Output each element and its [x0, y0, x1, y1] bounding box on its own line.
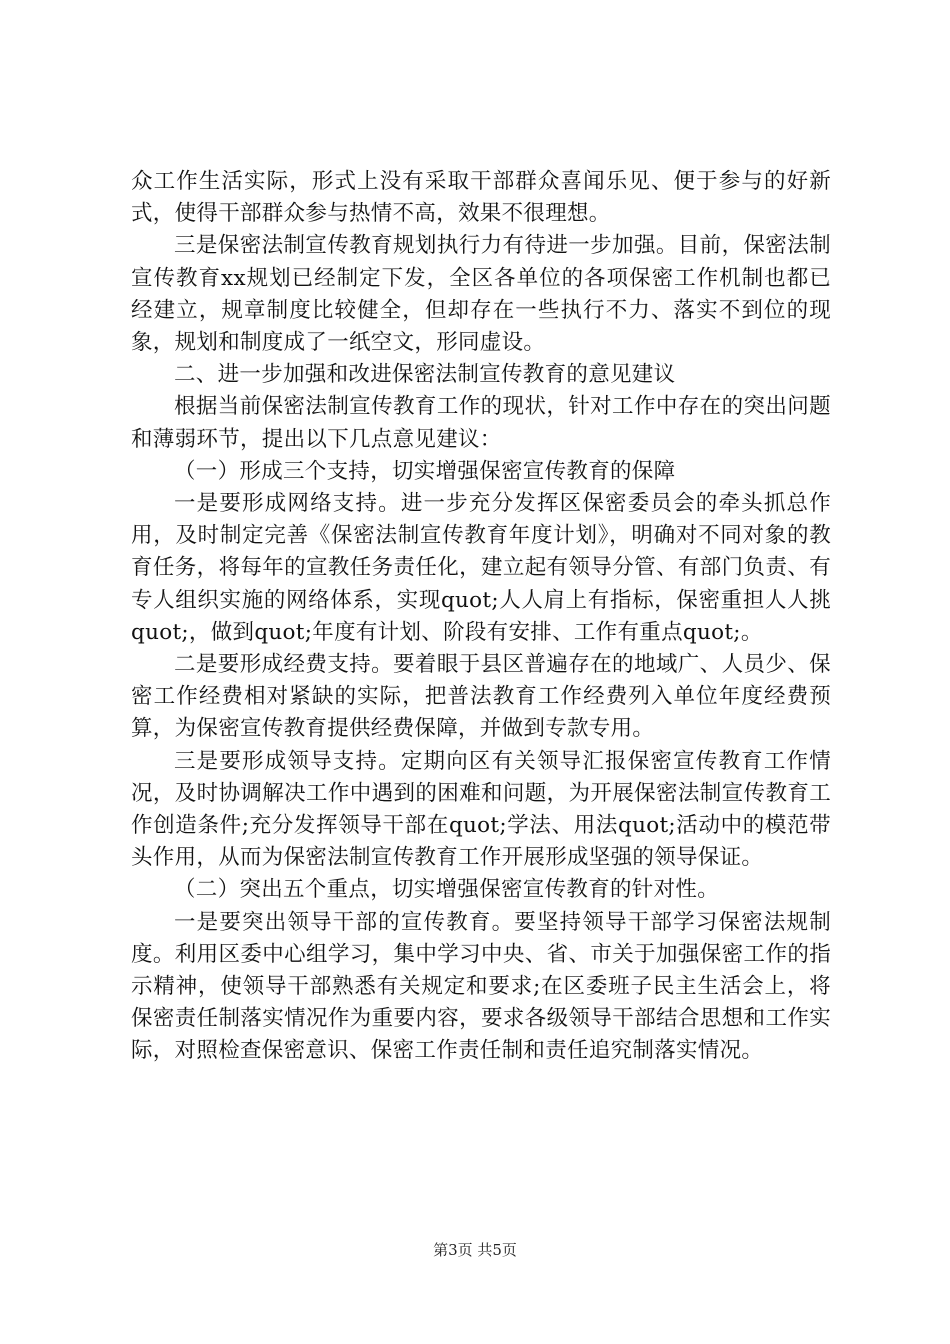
page-footer: 第3页 共5页	[433, 1241, 517, 1259]
paragraph: 三是保密法制宣传教育规划执行力有待进一步加强。目前，保密法制宣传教育xx规划已经制定下发，全区各单位的各项保密工作机制也都已经建立，规章制度比较健全，但却存在一些执行不力、落实不到位的现象，规划和制度成了一纸空文，形同虚设。	[131, 233, 831, 356]
section-heading: 二、进一步加强和改进保密法制宣传教育的意见建议	[174, 362, 676, 388]
subsection-heading: （一）形成三个支持，切实增强保密宣传教育的保障	[174, 458, 676, 484]
paragraph: 二是要形成经费支持。要着眼于县区普遍存在的地域广、人员少、保密工作经费相对紧缺的实际，把普法教育工作经费列入单位年度经费预算，为保密宣传教育提供经费保障，并做到专款专用。	[131, 652, 831, 742]
document-body	[131, 166, 831, 1068]
paragraph: 三是要形成领导支持。定期向区有关领导汇报保密宣传教育工作情况，及时协调解决工作中遇到的困难和问题，为开展保密法制宣传教育工作创造条件;充分发挥领导干部在quot;学法、用法quot;活动中的模范带头作用，从而为保密法制宣传教育工作开展形成坚强的领导保证。	[131, 748, 831, 871]
paragraph: 众工作生活实际，形式上没有采取干部群众喜闻乐见、便于参与的好新式，使得干部群众参与热情不高，效果不很理想。	[131, 169, 831, 227]
paragraph: 根据当前保密法制宣传教育工作的现状，针对工作中存在的突出问题和薄弱环节，提出以下几点意见建议：	[131, 394, 831, 452]
paragraph: 一是要形成网络支持。进一步充分发挥区保密委员会的牵头抓总作用，及时制定完善《保密法制宣传教育年度计划》，明确对不同对象的教育任务，将每年的宣教任务责任化，建立起有领导分管、有部门负责、有专人组织实施的网络体系，实现quot;人人肩上有指标，保密重担人人挑quot;，做到quot;年度有计划、阶段有安排、工作有重点quot;。	[131, 491, 831, 645]
subsection-heading: （二）突出五个重点，切实增强保密宣传教育的针对性。	[174, 877, 720, 903]
paragraph: 一是要突出领导干部的宣传教育。要坚持领导干部学习保密法规制度。利用区委中心组学习，集中学习中央、省、市关于加强保密工作的指示精神，使领导干部熟悉有关规定和要求;在区委班子民主生活会上，将保密责任制落实情况作为重要内容，要求各级领导干部结合思想和工作实际，对照检查保密意识、保密工作责任制和责任追究制落实情况。	[131, 909, 831, 1064]
